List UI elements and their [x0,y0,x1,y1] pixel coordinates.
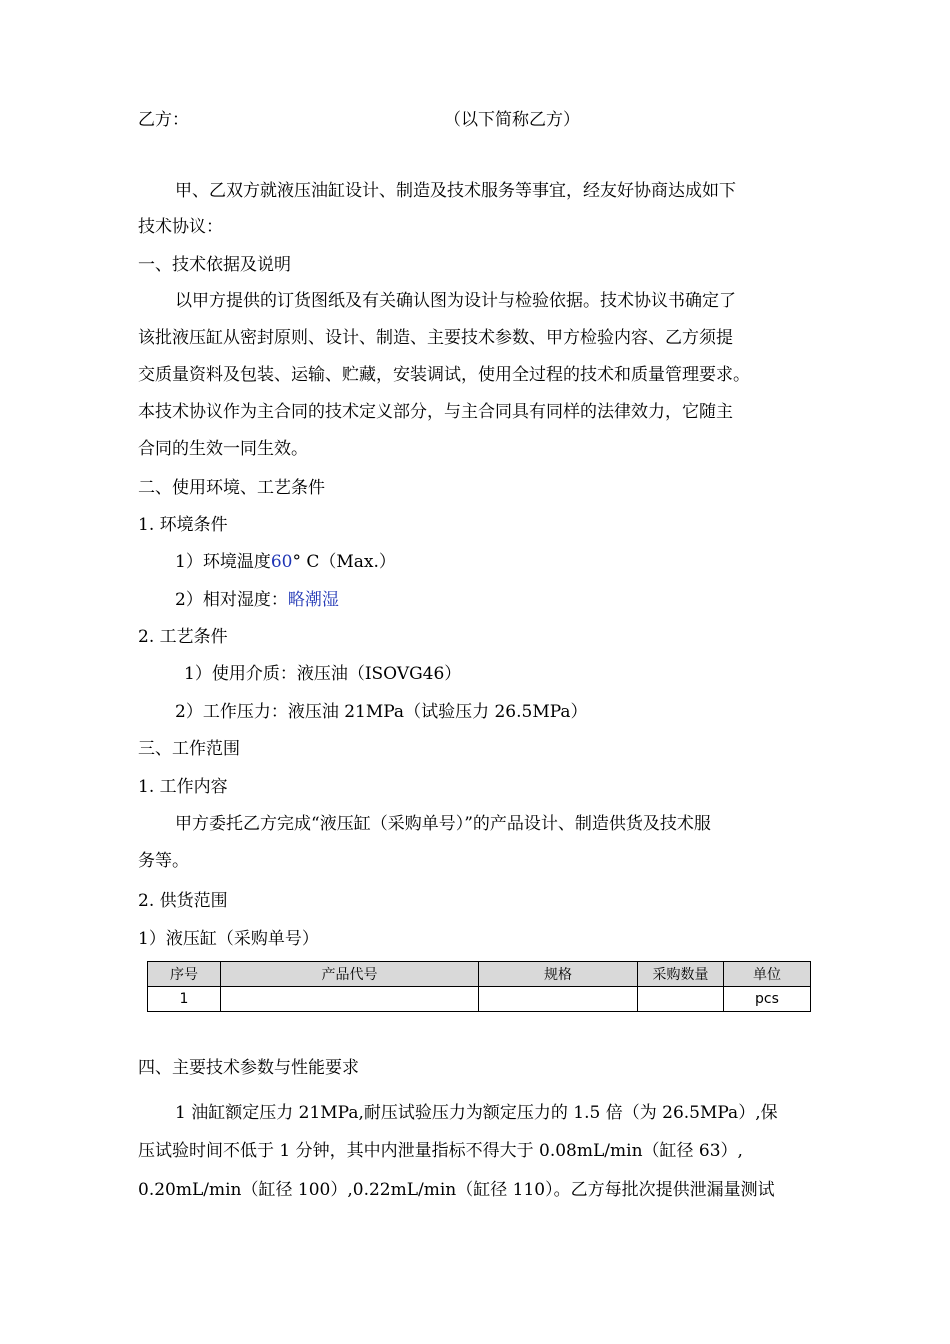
party-b-label: 乙方： [138,110,189,130]
pressure-line: 2）工作压力：液压油 21MPa（试验压力 26.5MPa） [175,702,588,722]
humidity-value: 略潮湿 [287,590,339,610]
section-4-line-1: 1 油缸额定压力 21MPa,耐压试验压力为额定压力的 1.5 倍（为 26.5MPa）,保 [175,1103,778,1123]
work-content-line-2: 务等。 [138,851,189,871]
table-row [148,987,811,1012]
section-4-title: 四、主要技术参数与性能要求 [138,1058,359,1078]
process-title: 2. 工艺条件 [138,627,228,647]
temperature-suffix: ° C（Max.） [292,552,396,572]
temperature-value: 60 [270,552,293,572]
work-content-title: 1. 工作内容 [138,777,228,797]
section-2-title: 二、使用环境、工艺条件 [138,478,325,498]
section-4-line-2: 压试验时间不低于 1 分钟，其中内泄量指标不得大于 0.08mL/min（缸径 63）, [138,1141,743,1161]
medium-line: 1）使用介质：液压油（ISOVG46） [184,664,462,684]
cell-index: 1 [148,987,221,1012]
supply-table [147,961,811,1012]
supply-table-header-row [148,962,811,987]
temperature-prefix: 1）环境温度 [175,552,271,572]
header-product-code: 产品代号 [221,962,479,987]
section-1-para-line-2: 该批液压缸从密封原则、设计、制造、主要技术参数、甲方检验内容、乙方须提 [138,328,733,348]
intro-line-2: 技术协议： [138,217,223,237]
header-spec: 规格 [479,962,638,987]
intro-line-1: 甲、乙双方就液压油缸设计、制造及技术服务等事宜，经友好协商达成如下 [175,181,736,201]
section-3-title: 三、工作范围 [138,739,240,759]
section-4-line-3: 0.20mL/min（缸径 100）,0.22mL/min（缸径 110）。乙方每批次提供泄漏量测试 [138,1180,775,1200]
cell-spec [479,987,638,1012]
header-unit: 单位 [724,962,811,987]
cell-unit: pcs [724,987,811,1012]
header-quantity: 采购数量 [638,962,724,987]
environment-title: 1. 环境条件 [138,515,228,535]
humidity-prefix: 2）相对湿度： [175,590,288,610]
work-content-line-1: 甲方委托乙方完成“液压缸（采购单号）”的产品设计、制造供货及技术服 [175,814,711,834]
section-1-para-line-1: 以甲方提供的订货图纸及有关确认图为设计与检验依据。技术协议书确定了 [175,291,736,311]
party-b-note: （以下简称乙方） [444,110,580,130]
section-1-title: 一、技术依据及说明 [138,255,291,275]
humidity-line [175,588,339,612]
section-1-para-line-4: 本技术协议作为主合同的技术定义部分，与主合同具有同样的法律效力，它随主 [138,402,733,422]
cell-quantity [638,987,724,1012]
section-1-para-line-5: 合同的生效一同生效。 [138,439,308,459]
header-index: 序号 [148,962,221,987]
temperature-line [175,550,396,574]
section-1-para-line-3: 交质量资料及包装、运输、贮藏，安装调试，使用全过程的技术和质量管理要求。 [138,365,750,385]
supply-scope-title: 2. 供货范围 [138,891,228,911]
cylinder-title: 1）液压缸（采购单号） [138,929,319,949]
cell-product-code [221,987,479,1012]
